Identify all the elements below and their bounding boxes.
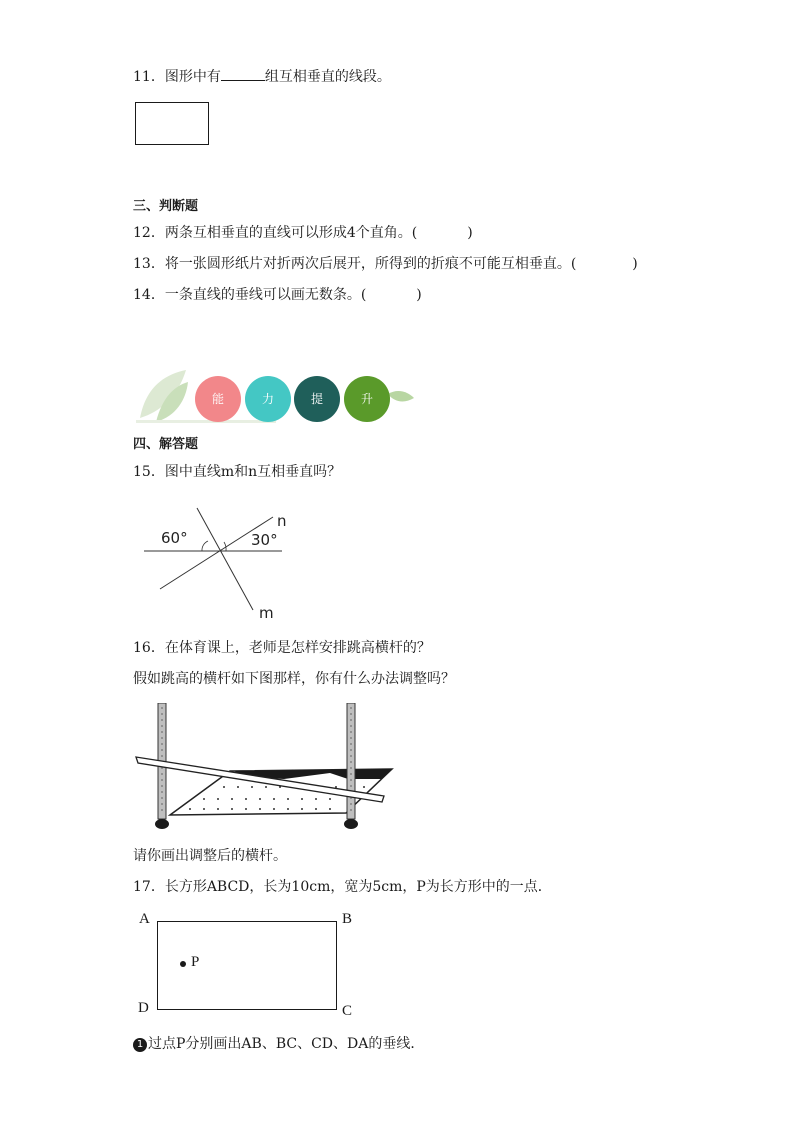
q17-label-c: C bbox=[342, 1003, 353, 1019]
banner-circle-3: 提 bbox=[294, 376, 340, 422]
banner-circle-2: 力 bbox=[245, 376, 291, 422]
q11-text-after: 组互相垂直的线段。 bbox=[264, 69, 391, 85]
q11-answer-blank[interactable] bbox=[221, 66, 265, 81]
q13-close: ) bbox=[632, 256, 638, 272]
q15-label-n: n bbox=[277, 512, 287, 530]
q17-label-b: B bbox=[342, 911, 353, 927]
section-3-title: 三、判断题 bbox=[133, 199, 199, 214]
question-11 bbox=[133, 66, 391, 87]
q12-text: 12．两条互相垂直的直线可以形成4个直角。( bbox=[133, 225, 418, 241]
banner-circle-1: 能 bbox=[195, 376, 241, 422]
banner-circle-4: 升 bbox=[344, 376, 390, 422]
question-12 bbox=[133, 223, 473, 243]
section-4-title: 四、解答题 bbox=[133, 437, 199, 452]
question-17-part-1 bbox=[133, 1034, 424, 1054]
q13-text: 13．将一张圆形纸片对折两次后展开，所得到的折痕不可能互相垂直。( bbox=[133, 256, 577, 272]
question-17: 17．长方形ABCD，长为10cm，宽为5cm，P为长方形中的一点． bbox=[133, 879, 552, 895]
q17-sub-text: 过点P分别画出AB、BC、CD、DA的垂线． bbox=[148, 1036, 425, 1052]
q11-number: 11． bbox=[133, 69, 165, 85]
question-15: 15．图中直线m和n互相垂直吗？ bbox=[133, 464, 342, 480]
question-14 bbox=[133, 285, 422, 305]
q16-high-jump-figure bbox=[134, 703, 396, 831]
q15-angle-30: 30° bbox=[251, 531, 278, 549]
q14-text: 14．一条直线的垂线可以画无数条。( bbox=[133, 287, 367, 303]
q11-text-before: 图形中有 bbox=[164, 69, 221, 85]
q17-sub-number-icon: 1 bbox=[133, 1038, 147, 1052]
q15-label-m: m bbox=[259, 604, 274, 622]
question-13 bbox=[133, 254, 638, 274]
q12-close: ) bbox=[467, 225, 473, 241]
question-16-line-1: 16．在体育课上，老师是怎样安排跳高横杆的？ bbox=[133, 640, 431, 656]
q17-label-p: P bbox=[191, 954, 200, 970]
q15-angle-60: 60° bbox=[161, 529, 188, 547]
q14-close: ) bbox=[416, 287, 422, 303]
q17-label-d: D bbox=[138, 1000, 149, 1016]
question-16-line-2: 假如跳高的横杆如下图那样，你有什么办法调整吗？ bbox=[133, 671, 455, 687]
q15-lines-figure bbox=[140, 504, 300, 622]
q11-rectangle-figure bbox=[135, 102, 209, 145]
q17-label-a: A bbox=[139, 911, 150, 927]
question-16-line-3: 请你画出调整后的横杆。 bbox=[133, 848, 287, 864]
q17-point-p-dot bbox=[180, 961, 186, 967]
